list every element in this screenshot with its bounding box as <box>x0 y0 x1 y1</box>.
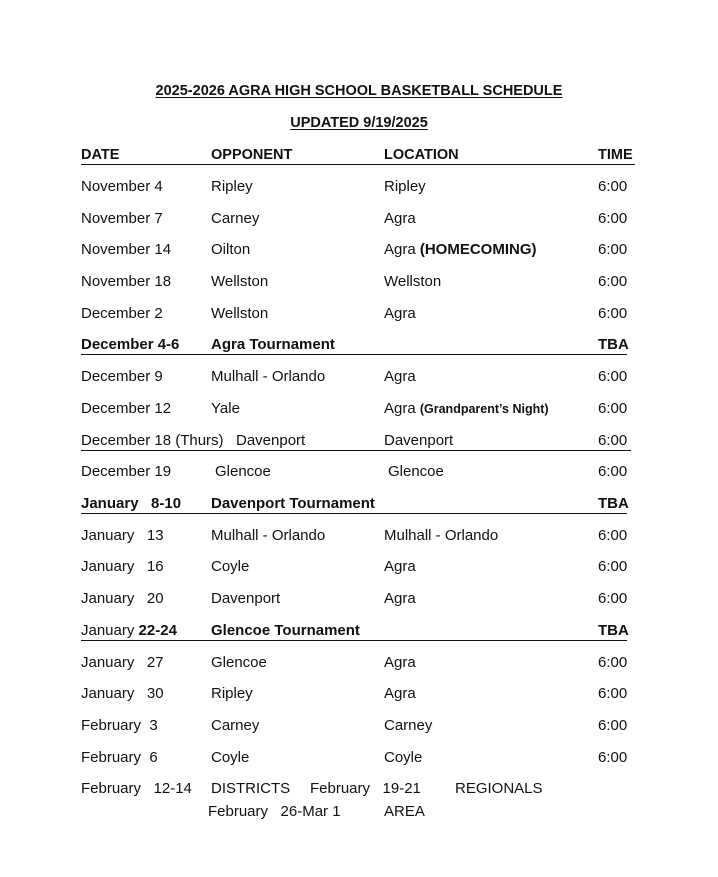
row-time: 6:00 <box>598 685 628 702</box>
row-time: 6:00 <box>598 463 628 480</box>
header-location: LOCATION <box>384 147 459 163</box>
table-row <box>0 399 718 419</box>
row-opponent: Davenport Tournament <box>211 495 375 512</box>
regionals-label: REGIONALS <box>455 780 543 797</box>
districts-label: DISTRICTS <box>211 780 291 797</box>
row-time: 6:00 <box>598 305 628 322</box>
header-underline <box>81 164 635 165</box>
table-row <box>0 748 718 768</box>
row-opponent: Coyle <box>211 749 250 766</box>
row-date: January 22-24 <box>81 622 177 639</box>
row-date-range: 22-24 <box>138 622 177 639</box>
row-underline <box>81 513 627 514</box>
row-opponent: Yale <box>211 400 240 417</box>
row-date: January 13 <box>81 527 164 544</box>
row-date: November 4 <box>81 178 163 195</box>
row-time: 6:00 <box>598 273 628 290</box>
table-row <box>0 272 718 292</box>
row-opponent: Mulhall - Orlando <box>211 368 326 385</box>
table-row <box>0 431 718 451</box>
table-row <box>0 177 718 197</box>
districts-date: February 12-14 <box>81 780 192 797</box>
table-row <box>0 716 718 736</box>
row-location: Agra <box>384 654 416 671</box>
table-row <box>0 526 718 546</box>
table-row-tournament <box>0 335 718 355</box>
row-time: TBA <box>598 336 629 353</box>
table-row <box>0 367 718 387</box>
area-label: AREA <box>384 803 425 820</box>
table-row <box>0 653 718 673</box>
row-opponent: Wellston <box>211 273 269 290</box>
row-time: 6:00 <box>598 400 628 417</box>
row-date: November 7 <box>81 210 163 227</box>
table-row <box>0 589 718 609</box>
row-location: Agra <box>384 590 416 607</box>
row-opponent: Ripley <box>211 685 253 702</box>
row-location: Davenport <box>384 432 454 449</box>
header-opponent: OPPONENT <box>211 147 293 163</box>
table-row <box>0 684 718 704</box>
schedule-title: 2025-2026 AGRA HIGH SCHOOL BASKETBALL SCHEDULE <box>155 83 563 99</box>
row-date: January 8-10 <box>81 495 182 512</box>
row-date: December 4-6 <box>81 336 180 353</box>
row-date: January 30 <box>81 685 164 702</box>
table-row-tournament <box>0 621 718 641</box>
row-date: January 16 <box>81 558 164 575</box>
row-location: Coyle <box>384 749 423 766</box>
area-date: February 26-Mar 1 <box>208 803 341 820</box>
header-date: DATE <box>81 147 120 163</box>
table-row <box>0 240 718 260</box>
row-location: Agra (Grandparent’s Night) <box>384 400 549 417</box>
table-row <box>0 557 718 577</box>
table-header <box>0 145 718 165</box>
row-location: Agra <box>384 368 416 385</box>
row-time: 6:00 <box>598 558 628 575</box>
row-time: 6:00 <box>598 527 628 544</box>
row-opponent: Ripley <box>211 178 253 195</box>
row-opponent: Davenport <box>211 590 281 607</box>
row-opponent: Wellston <box>211 305 269 322</box>
row-date: January 20 <box>81 590 164 607</box>
table-row <box>0 304 718 324</box>
row-date: December 9 <box>81 368 163 385</box>
row-underline <box>81 450 631 451</box>
row-location: Carney <box>384 717 433 734</box>
row-time: 6:00 <box>598 432 628 449</box>
row-opponent: Davenport <box>236 432 306 449</box>
row-location: Agra <box>384 685 416 702</box>
row-location: Glencoe <box>388 463 444 480</box>
row-opponent: Oilton <box>211 241 251 258</box>
row-date: January 27 <box>81 654 164 671</box>
row-location: Agra (HOMECOMING) <box>384 241 537 258</box>
grandparents-night-note: (Grandparent’s Night) <box>419 402 549 416</box>
header-time: TIME <box>598 147 633 163</box>
row-time: 6:00 <box>598 654 628 671</box>
row-time: 6:00 <box>598 210 628 227</box>
row-time: 6:00 <box>598 368 628 385</box>
row-date: December 2 <box>81 305 163 322</box>
row-location: Agra <box>384 305 416 322</box>
row-time: 6:00 <box>598 590 628 607</box>
row-opponent: Carney <box>211 210 260 227</box>
row-date: December 19 <box>81 463 172 480</box>
row-opponent: Mulhall - Orlando <box>211 527 326 544</box>
row-date: February 6 <box>81 749 158 766</box>
row-location: Ripley <box>384 178 426 195</box>
row-opponent: Glencoe <box>211 654 267 671</box>
table-row-tournament <box>0 494 718 514</box>
row-underline <box>81 354 627 355</box>
homecoming-note: (HOMECOMING) <box>419 241 537 258</box>
row-time: TBA <box>598 495 629 512</box>
row-opponent: Glencoe Tournament <box>211 622 360 639</box>
updated-date: UPDATED 9/19/2025 <box>290 115 428 131</box>
row-date: November 14 <box>81 241 172 258</box>
row-opponent: Agra Tournament <box>211 336 335 353</box>
table-row <box>0 209 718 229</box>
row-time: TBA <box>598 622 629 639</box>
row-date: December 12 <box>81 400 172 417</box>
row-location: Mulhall - Orlando <box>384 527 499 544</box>
row-date: February 3 <box>81 717 158 734</box>
row-location: Agra <box>384 210 416 227</box>
row-opponent: Carney <box>211 717 260 734</box>
row-opponent: Glencoe <box>215 463 271 480</box>
table-row <box>0 462 718 482</box>
row-opponent: Coyle <box>211 558 250 575</box>
row-time: 6:00 <box>598 717 628 734</box>
row-location: Wellston <box>384 273 442 290</box>
row-location: Agra <box>384 558 416 575</box>
row-time: 6:00 <box>598 178 628 195</box>
row-time: 6:00 <box>598 749 628 766</box>
regionals-date: February 19-21 <box>310 780 421 797</box>
row-underline <box>81 640 627 641</box>
row-date: December 18 (Thurs) <box>81 432 224 449</box>
row-date: November 18 <box>81 273 172 290</box>
row-time: 6:00 <box>598 241 628 258</box>
